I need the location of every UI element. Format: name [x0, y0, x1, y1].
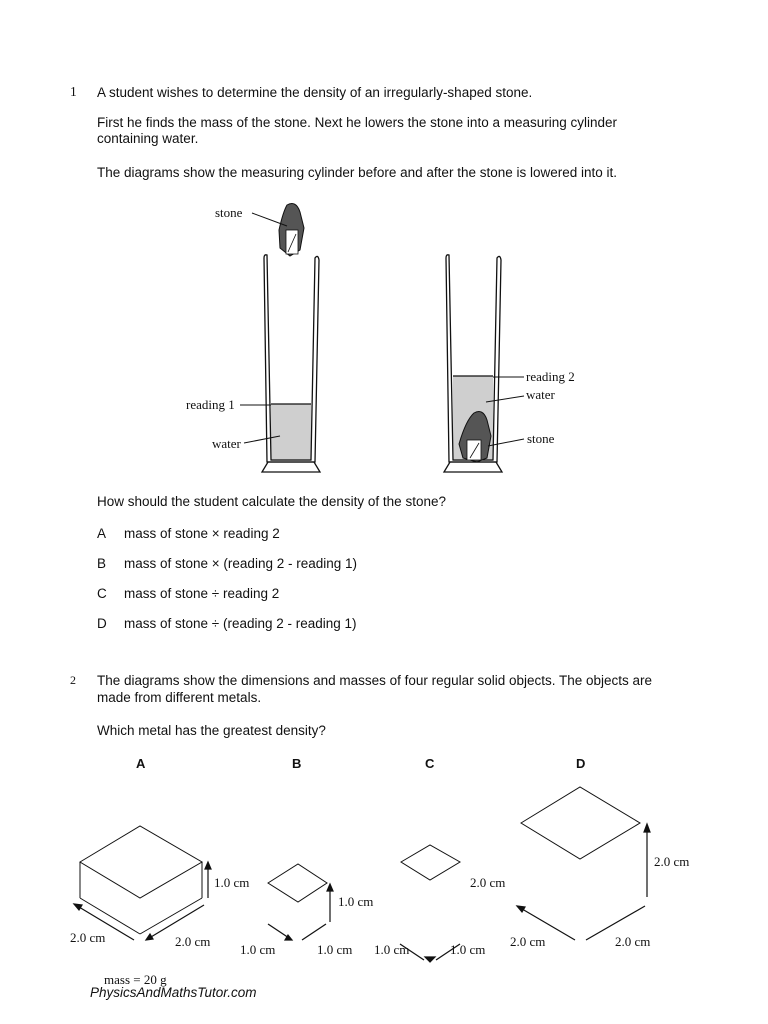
option-c-letter: C	[97, 586, 107, 601]
footer-watermark: PhysicsAndMathsTutor.com	[90, 985, 257, 1000]
label-water-left: water	[212, 436, 241, 451]
object-label-a: A	[136, 756, 146, 771]
label-c-left: 1.0 cm	[374, 942, 410, 957]
label-c-height: 2.0 cm	[470, 875, 506, 890]
object-d-shape	[521, 787, 640, 859]
object-d-dimension-lines	[517, 824, 650, 940]
label-a-left: 2.0 cm	[70, 930, 106, 945]
object-label-b: B	[292, 756, 302, 771]
q1-para2-line1: First he finds the mass of the stone. Next he lowers the stone into a measuring cylinder	[97, 115, 618, 130]
label-water-right: water	[526, 387, 555, 402]
label-stone-top: stone	[215, 205, 243, 220]
label-b-height: 1.0 cm	[338, 894, 374, 909]
object-label-c: C	[425, 756, 435, 771]
question-2-number: 2	[70, 673, 76, 687]
object-c-shape	[401, 845, 460, 880]
label-reading-2: reading 2	[526, 369, 575, 384]
label-a-right: 2.0 cm	[175, 934, 211, 949]
label-d-right: 2.0 cm	[615, 934, 651, 949]
q2-question: Which metal has the greatest density?	[97, 723, 326, 738]
label-a-height: 1.0 cm	[214, 875, 250, 890]
q1-para3: The diagrams show the measuring cylinder before and after the stone is lowered into it.	[97, 165, 618, 180]
label-b-left: 1.0 cm	[240, 942, 276, 957]
option-d-text: mass of stone ÷ (reading 2 - reading 1)	[124, 616, 357, 631]
option-b-letter: B	[97, 556, 107, 571]
label-d-height: 2.0 cm	[654, 854, 690, 869]
label-d-left: 2.0 cm	[510, 934, 546, 949]
object-a-dimension-lines	[74, 862, 211, 940]
option-a-text: mass of stone × reading 2	[124, 526, 280, 541]
object-b-shape	[268, 864, 327, 902]
q2-line1: The diagrams show the dimensions and masses of four regular solid objects. The objects are	[97, 673, 653, 688]
q1-para2-line2: containing water.	[97, 131, 199, 146]
label-stone-right: stone	[527, 431, 555, 446]
question-1-number: 1	[70, 84, 77, 99]
q2-line2: made from different metals.	[97, 690, 262, 705]
q1-intro: A student wishes to determine the density of an irregularly-shaped stone.	[97, 85, 533, 100]
q1-question: How should the student calculate the density of the stone?	[97, 494, 446, 509]
option-a-letter: A	[97, 526, 107, 541]
label-b-right: 1.0 cm	[317, 942, 353, 957]
option-d-letter: D	[97, 616, 107, 631]
option-b-text: mass of stone × (reading 2 - reading 1)	[124, 556, 358, 571]
option-c-text: mass of stone ÷ reading 2	[124, 586, 280, 601]
object-label-d: D	[576, 756, 586, 771]
label-reading-1: reading 1	[186, 397, 235, 412]
label-a-mass: mass = 20 g	[104, 972, 167, 987]
object-b-dimension-lines	[268, 884, 333, 940]
stone-shape-top	[279, 204, 304, 256]
left-measuring-cylinder	[262, 255, 320, 472]
label-c-right: 1.0 cm	[450, 942, 486, 957]
